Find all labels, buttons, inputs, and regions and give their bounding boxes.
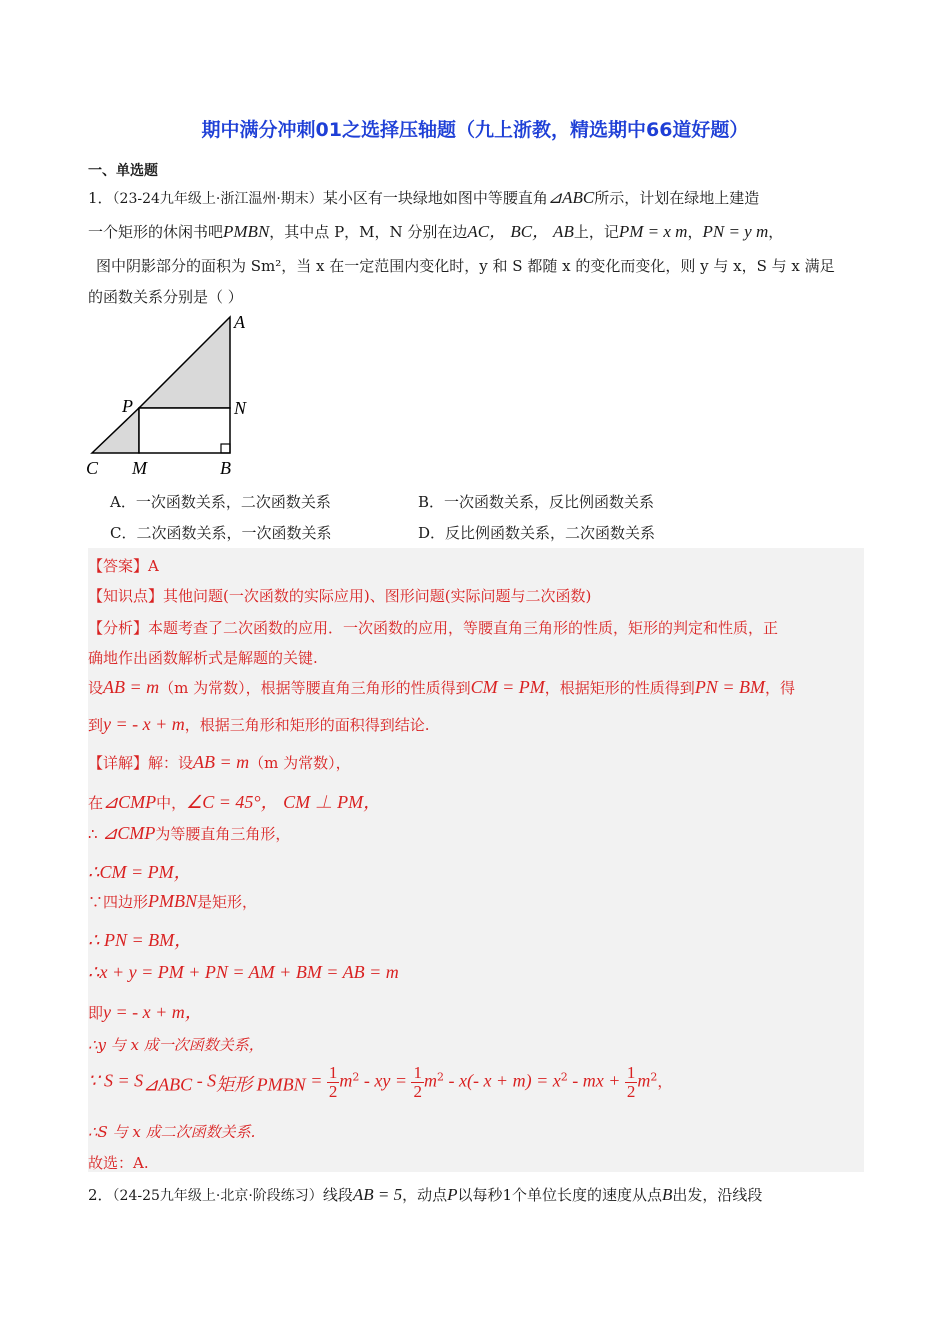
question-1-line-4: 的函数关系分别是（ ） — [88, 288, 243, 306]
option-a[interactable]: A．一次函数关系，二次函数关系 — [110, 493, 331, 511]
label-n: N — [234, 398, 247, 418]
label-b: B — [220, 458, 231, 478]
detail-line-3: ∴ ⊿CMP为等腰直角三角形， — [88, 823, 291, 843]
question-1-line-1: 1．（23-24九年级上·浙江温州·期末）某小区有一块绿地如图中等腰直角⊿ABC所示，计划在绿地上建造 — [88, 188, 760, 207]
question-1-line-3: 图中阴影部分的面积为 Sm²，当 x 在一定范围内变化时，y 和 S 都随 x 的变化而变化，则 y 与 x，S 与 x 满足 — [96, 257, 835, 275]
detail-line-8: 即y = - x + m， — [88, 1002, 203, 1022]
option-c[interactable]: C．二次函数关系，一次函数关系 — [110, 524, 332, 542]
section-heading: 一、单选题 — [88, 163, 158, 179]
shaded-triangle-top — [139, 317, 230, 408]
detail-line-9: ∴y 与 x 成一次函数关系， — [88, 1036, 264, 1054]
page-title: 期中满分冲刺01之选择压轴题（九上浙教，精选期中66道好题） — [201, 119, 749, 141]
analysis-line-1: 【分析】本题考查了二次函数的应用．一次函数的应用，等腰直角三角形的性质，矩形的判定和性质，正 — [88, 619, 779, 637]
option-d[interactable]: D．反比例函数关系，二次函数关系 — [418, 524, 656, 542]
detail-line-4: ∴CM = PM， — [88, 862, 192, 882]
label-c: C — [86, 458, 99, 478]
rectangle-pmbn — [139, 408, 230, 453]
fraction-2: $\frac{1}{2}$ — [413, 1063, 422, 1101]
detail-line-7: ∴x + y = PM + PN = AM + BM = AB = m — [88, 962, 399, 982]
label-m: M — [132, 458, 147, 478]
fraction-1: $\frac{1}{2}$ — [328, 1063, 338, 1101]
question-2-line-1: 2．（24-25九年级上·北京·阶段练习）线段AB = 5，动点P以每秒1个单位长度的速度从点B出发，沿线段 — [88, 1185, 763, 1204]
question-1-line-2: 一个矩形的休闲书吧PMBN，其中点 P，M，N 分别在边AC， BC， AB上，记PM = x m，PN = y m， — [88, 222, 784, 241]
answer-line: 【答案】A — [88, 557, 159, 575]
knowledge-line: 【知识点】其他问题(一次函数的实际应用)、图形问题(实际问题与二次函数) — [88, 587, 592, 605]
detail-line-10: ∵ $S = S_{⊿ABC} - S_{矩形 PMBN}$ = $\frac{1}{2}$ $m^2$ - xy = $\frac{1}{2}$ $m^2 - x(-$ $x + m) = x^2$ - mx + $\frac{1}{2}$ $m^2$， — [88, 1063, 673, 1101]
detail-line-5: ∵四边形PMBN是矩形， — [88, 891, 258, 911]
label-p: P — [122, 396, 133, 416]
detail-line-11: ∴S 与 x 成二次函数关系. — [88, 1123, 256, 1141]
detail-line-2: 在⊿CMP中，∠C = 45°， CM ⊥ PM， — [88, 792, 382, 812]
triangle-figure — [82, 308, 262, 480]
analysis-line-2: 确地作出函数解析式是解题的关键. — [88, 649, 318, 667]
fraction-3: $\frac{1}{2}$ — [626, 1063, 636, 1101]
analysis-line-4: 到y = - x + m，根据三角形和矩形的面积得到结论. — [88, 714, 430, 734]
option-b[interactable]: B．一次函数关系，反比例函数关系 — [418, 493, 655, 511]
label-a: A — [234, 312, 245, 332]
analysis-line-3: 设AB = m（m 为常数），根据等腰直角三角形的性质得到CM = PM，根据矩形的性质得到PN = BM，得 — [88, 677, 795, 697]
detail-line-6: ∴ PN = BM， — [88, 930, 193, 950]
detail-line-12: 故选：A. — [88, 1154, 149, 1172]
detail-line-1: 【详解】解：设AB = m（m 为常数）， — [88, 752, 351, 772]
